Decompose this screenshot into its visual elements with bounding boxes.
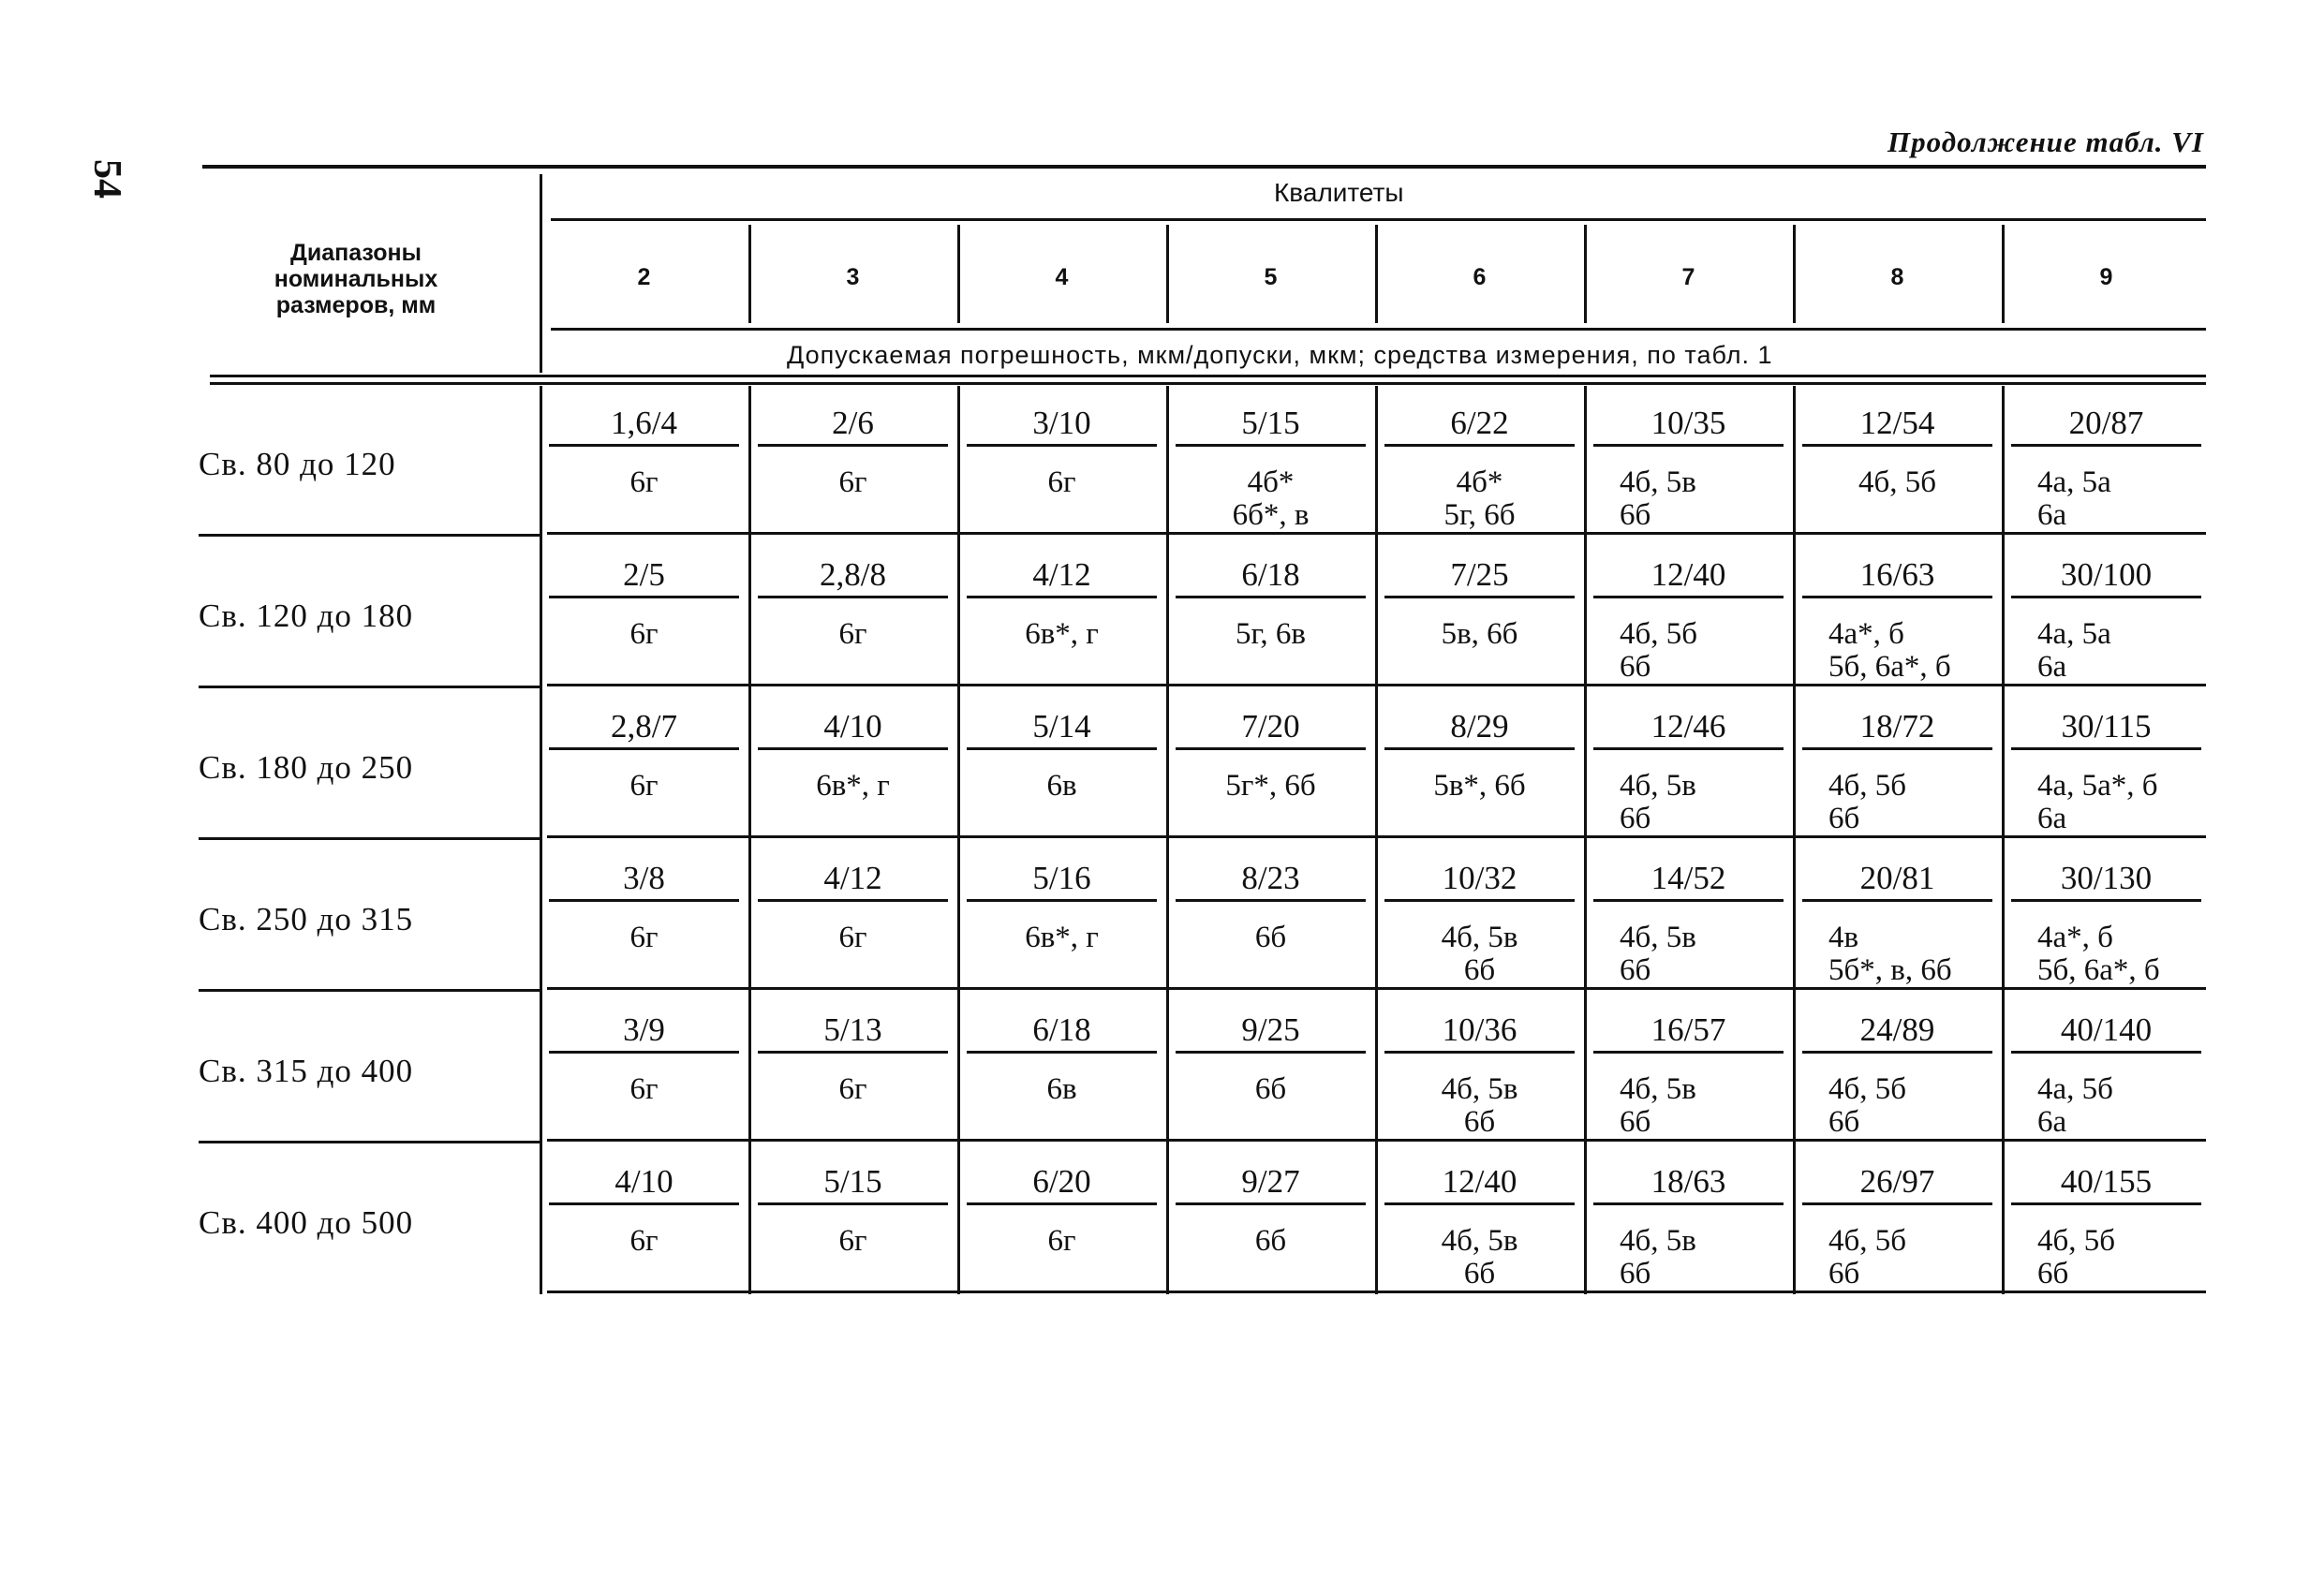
value-rule xyxy=(1802,747,1992,750)
measuring-means: 4б, 5в 6б xyxy=(1441,921,1518,987)
value-rule xyxy=(1384,1202,1575,1205)
value-rule xyxy=(1384,899,1575,902)
measuring-means: 6г xyxy=(629,921,659,954)
measuring-means: 5в, 6б xyxy=(1441,617,1518,651)
tolerance-value: 12/54 xyxy=(1859,405,1935,441)
measuring-means: 4б, 5в 6б xyxy=(1620,921,1696,987)
tolerance-value: 5/15 xyxy=(1241,405,1300,441)
range-divider xyxy=(540,386,542,1294)
size-range-label: Св. 180 до 250 xyxy=(199,749,414,786)
column-divider xyxy=(957,386,960,1294)
tolerance-value: 10/32 xyxy=(1442,860,1517,896)
tolerance-value: 12/46 xyxy=(1650,708,1726,745)
row-separator xyxy=(199,534,540,537)
tolerance-value: 3/10 xyxy=(1032,405,1091,441)
value-rule xyxy=(1176,747,1366,750)
measuring-means: 4б, 5б 6б xyxy=(1828,1072,1907,1139)
measuring-means: 6г xyxy=(629,1224,659,1258)
measuring-means: 6б xyxy=(1254,921,1287,954)
measuring-means: 4б, 5в 6б xyxy=(1620,769,1696,835)
value-rule xyxy=(1384,1051,1575,1054)
tolerance-value: 18/72 xyxy=(1859,708,1935,745)
measuring-means: 4б, 5б xyxy=(1858,465,1937,499)
tolerance-value: 6/20 xyxy=(1032,1163,1091,1200)
grade-number: 9 xyxy=(2099,264,2113,290)
row-bottom-rule xyxy=(547,684,2206,686)
measuring-means: 6в xyxy=(1046,1072,1077,1106)
value-rule xyxy=(1593,444,1784,447)
tolerance-value: 2,8/7 xyxy=(611,708,677,745)
value-rule xyxy=(758,899,948,902)
value-rule xyxy=(1802,899,1992,902)
measuring-means: 4б, 5в 6б xyxy=(1620,1072,1696,1139)
value-rule xyxy=(2011,1202,2201,1205)
table-subheader: Допускаемая погрешность, мкм/допуски, мкм; средства измерения, по табл. 1 xyxy=(787,341,1773,369)
value-rule xyxy=(2011,596,2201,598)
value-rule xyxy=(2011,1051,2201,1054)
grade-divider xyxy=(748,225,751,323)
tolerance-value: 2/6 xyxy=(832,405,874,441)
header-divider xyxy=(540,174,542,373)
value-rule xyxy=(1802,1051,1992,1054)
measuring-means: 4б, 5б 6б xyxy=(2037,1224,2116,1291)
tolerance-value: 7/20 xyxy=(1241,708,1300,745)
tolerance-value: 20/81 xyxy=(1859,860,1935,896)
tolerance-value: 40/155 xyxy=(2060,1163,2153,1200)
grade-number: 7 xyxy=(1681,264,1695,290)
tolerance-value: 3/8 xyxy=(623,860,665,896)
tolerance-value: 18/63 xyxy=(1650,1163,1726,1200)
grades-header: Квалитеты xyxy=(1274,178,1404,207)
size-range-label: Св. 315 до 400 xyxy=(199,1053,414,1089)
row-bottom-rule xyxy=(547,1139,2206,1142)
header-bottom-rule xyxy=(210,382,2206,385)
column-divider xyxy=(748,386,751,1294)
grade-number: 8 xyxy=(1890,264,1904,290)
measuring-means: 6г xyxy=(629,617,659,651)
tolerance-value: 30/100 xyxy=(2060,556,2153,593)
measuring-means: 4б* 5г, 6б xyxy=(1443,465,1516,532)
tolerance-value: 2,8/8 xyxy=(820,556,886,593)
value-rule xyxy=(1593,596,1784,598)
value-rule xyxy=(2011,747,2201,750)
tolerance-value: 2/5 xyxy=(623,556,665,593)
column-divider xyxy=(1793,386,1796,1294)
measuring-means: 6г xyxy=(838,921,867,954)
size-range-label: Св. 250 до 315 xyxy=(199,901,414,937)
value-rule xyxy=(1176,444,1366,447)
size-range-label: Св. 120 до 180 xyxy=(199,597,414,634)
value-rule xyxy=(2011,899,2201,902)
row-separator xyxy=(199,1141,540,1143)
top-rule xyxy=(202,165,2206,169)
tolerance-value: 4/12 xyxy=(823,860,882,896)
value-rule xyxy=(1176,596,1366,598)
tolerance-value: 4/12 xyxy=(1032,556,1091,593)
measuring-means: 4а, 5а 6а xyxy=(2037,617,2111,684)
grade-divider xyxy=(1375,225,1378,323)
value-rule xyxy=(549,899,739,902)
value-rule xyxy=(758,1051,948,1054)
grade-divider xyxy=(957,225,960,323)
value-rule xyxy=(1593,1051,1784,1054)
row-bottom-rule xyxy=(547,835,2206,838)
tolerance-value: 8/29 xyxy=(1450,708,1509,745)
value-rule xyxy=(1176,1051,1366,1054)
tolerance-value: 9/27 xyxy=(1241,1163,1300,1200)
value-rule xyxy=(1802,444,1992,447)
value-rule xyxy=(549,747,739,750)
value-rule xyxy=(1802,1202,1992,1205)
measuring-means: 6г xyxy=(838,1072,867,1106)
tolerance-value: 5/16 xyxy=(1032,860,1091,896)
measuring-means: 4б, 5в 6б xyxy=(1441,1072,1518,1139)
column-divider xyxy=(2002,386,2005,1294)
measuring-means: 6г xyxy=(838,1224,867,1258)
measuring-means: 4в 5б*, в, 6б xyxy=(1828,921,1952,987)
row-bottom-rule xyxy=(547,987,2206,990)
measuring-means: 4б, 5б 6б xyxy=(1828,769,1907,835)
value-rule xyxy=(967,444,1157,447)
page-number: 54 xyxy=(85,159,128,199)
value-rule xyxy=(967,1051,1157,1054)
measuring-means: 5г, 6в xyxy=(1236,617,1306,651)
value-rule xyxy=(1176,1202,1366,1205)
measuring-means: 6г xyxy=(629,465,659,499)
value-rule xyxy=(549,596,739,598)
measuring-means: 6в*, г xyxy=(1025,617,1099,651)
tolerance-value: 40/140 xyxy=(2060,1011,2153,1048)
row-bottom-rule xyxy=(547,532,2206,535)
grade-number: 5 xyxy=(1264,264,1278,290)
value-rule xyxy=(967,596,1157,598)
tolerance-value: 5/14 xyxy=(1032,708,1091,745)
measuring-means: 6г xyxy=(629,769,659,803)
value-rule xyxy=(1593,899,1784,902)
value-rule xyxy=(549,444,739,447)
grade-divider xyxy=(1793,225,1796,323)
value-rule xyxy=(1593,1202,1784,1205)
tolerance-value: 4/10 xyxy=(614,1163,674,1200)
tolerance-value: 1,6/4 xyxy=(611,405,677,441)
tolerance-value: 5/13 xyxy=(823,1011,882,1048)
value-rule xyxy=(967,1202,1157,1205)
tolerance-value: 12/40 xyxy=(1650,556,1726,593)
grade-number: 3 xyxy=(846,264,860,290)
tolerance-value: 20/87 xyxy=(2068,405,2144,441)
value-rule xyxy=(758,596,948,598)
tolerance-value: 24/89 xyxy=(1859,1011,1935,1048)
tolerance-value: 30/115 xyxy=(2061,708,2152,745)
tolerance-value: 6/18 xyxy=(1032,1011,1091,1048)
tolerance-value: 9/25 xyxy=(1241,1011,1300,1048)
value-rule xyxy=(549,1051,739,1054)
measuring-means: 4а, 5а 6а xyxy=(2037,465,2111,532)
measuring-means: 4б* 6б*, в xyxy=(1232,465,1310,532)
size-range-label: Св. 80 до 120 xyxy=(199,446,396,482)
tolerance-value: 16/63 xyxy=(1859,556,1935,593)
value-rule xyxy=(1802,596,1992,598)
row-bottom-rule xyxy=(547,1291,2206,1293)
row-separator xyxy=(199,686,540,688)
tolerance-value: 16/57 xyxy=(1650,1011,1726,1048)
header-bottom-rule xyxy=(210,375,2206,377)
value-rule xyxy=(1176,899,1366,902)
tolerance-value: 4/10 xyxy=(823,708,882,745)
column-divider xyxy=(1166,386,1169,1294)
grade-number: 4 xyxy=(1055,264,1069,290)
grade-number: 2 xyxy=(637,264,651,290)
value-rule xyxy=(1593,747,1784,750)
measuring-means: 5г*, 6б xyxy=(1225,769,1316,803)
value-rule xyxy=(758,444,948,447)
grade-number: 6 xyxy=(1473,264,1487,290)
measuring-means: 4а, 5а*, б 6а xyxy=(2037,769,2158,835)
measuring-means: 6г xyxy=(629,1072,659,1106)
table-continuation-caption: Продолжение табл. VI xyxy=(1887,125,2204,158)
tolerance-value: 26/97 xyxy=(1859,1163,1935,1200)
tolerance-value: 12/40 xyxy=(1442,1163,1517,1200)
tolerance-value: 6/22 xyxy=(1450,405,1509,441)
measuring-means: 4б, 5в 6б xyxy=(1441,1224,1518,1291)
grade-divider xyxy=(1584,225,1587,323)
measuring-means: 6г xyxy=(1047,465,1076,499)
measuring-means: 6г xyxy=(838,465,867,499)
tolerance-value: 5/15 xyxy=(823,1163,882,1200)
measuring-means: 6б xyxy=(1254,1224,1287,1258)
tolerance-value: 10/35 xyxy=(1650,405,1726,441)
measuring-means: 6в*, г xyxy=(816,769,890,803)
measuring-means: 4б, 5б 6б xyxy=(1828,1224,1907,1291)
tolerance-value: 6/18 xyxy=(1241,556,1300,593)
tolerance-value: 10/36 xyxy=(1442,1011,1517,1048)
value-rule xyxy=(549,1202,739,1205)
value-rule xyxy=(2011,444,2201,447)
value-rule xyxy=(758,1202,948,1205)
value-rule xyxy=(1384,596,1575,598)
measuring-means: 4б, 5в 6б xyxy=(1620,465,1696,532)
grade-divider xyxy=(1166,225,1169,323)
grade-divider xyxy=(2002,225,2005,323)
tolerance-value: 3/9 xyxy=(623,1011,665,1048)
row-separator xyxy=(199,989,540,992)
measuring-means: 4а, 5б 6а xyxy=(2037,1072,2113,1139)
tolerance-value: 30/130 xyxy=(2060,860,2153,896)
measuring-means: 6в xyxy=(1046,769,1077,803)
column-divider xyxy=(1584,386,1587,1294)
measuring-means: 6б xyxy=(1254,1072,1287,1106)
column-divider xyxy=(1375,386,1378,1294)
subheader-rule xyxy=(551,328,2206,331)
value-rule xyxy=(1384,747,1575,750)
measuring-means: 4б, 5б 6б xyxy=(1620,617,1698,684)
measuring-means: 6г xyxy=(1047,1224,1076,1258)
grades-rule xyxy=(551,218,2206,221)
measuring-means: 4а*, б 5б, 6а*, б xyxy=(1828,617,1951,684)
measuring-means: 6в*, г xyxy=(1025,921,1099,954)
measuring-means: 5в*, 6б xyxy=(1433,769,1526,803)
ranges-column-header: Диапазоны номинальных размеров, мм xyxy=(274,240,438,318)
tolerance-value: 7/25 xyxy=(1450,556,1509,593)
row-separator xyxy=(199,837,540,840)
tolerance-value: 8/23 xyxy=(1241,860,1300,896)
value-rule xyxy=(1384,444,1575,447)
tolerance-value: 14/52 xyxy=(1650,860,1726,896)
size-range-label: Св. 400 до 500 xyxy=(199,1204,414,1241)
measuring-means: 4б, 5в 6б xyxy=(1620,1224,1696,1291)
measuring-means: 4а*, б 5б, 6а*, б xyxy=(2037,921,2160,987)
value-rule xyxy=(967,899,1157,902)
measuring-means: 6г xyxy=(838,617,867,651)
value-rule xyxy=(967,747,1157,750)
value-rule xyxy=(758,747,948,750)
